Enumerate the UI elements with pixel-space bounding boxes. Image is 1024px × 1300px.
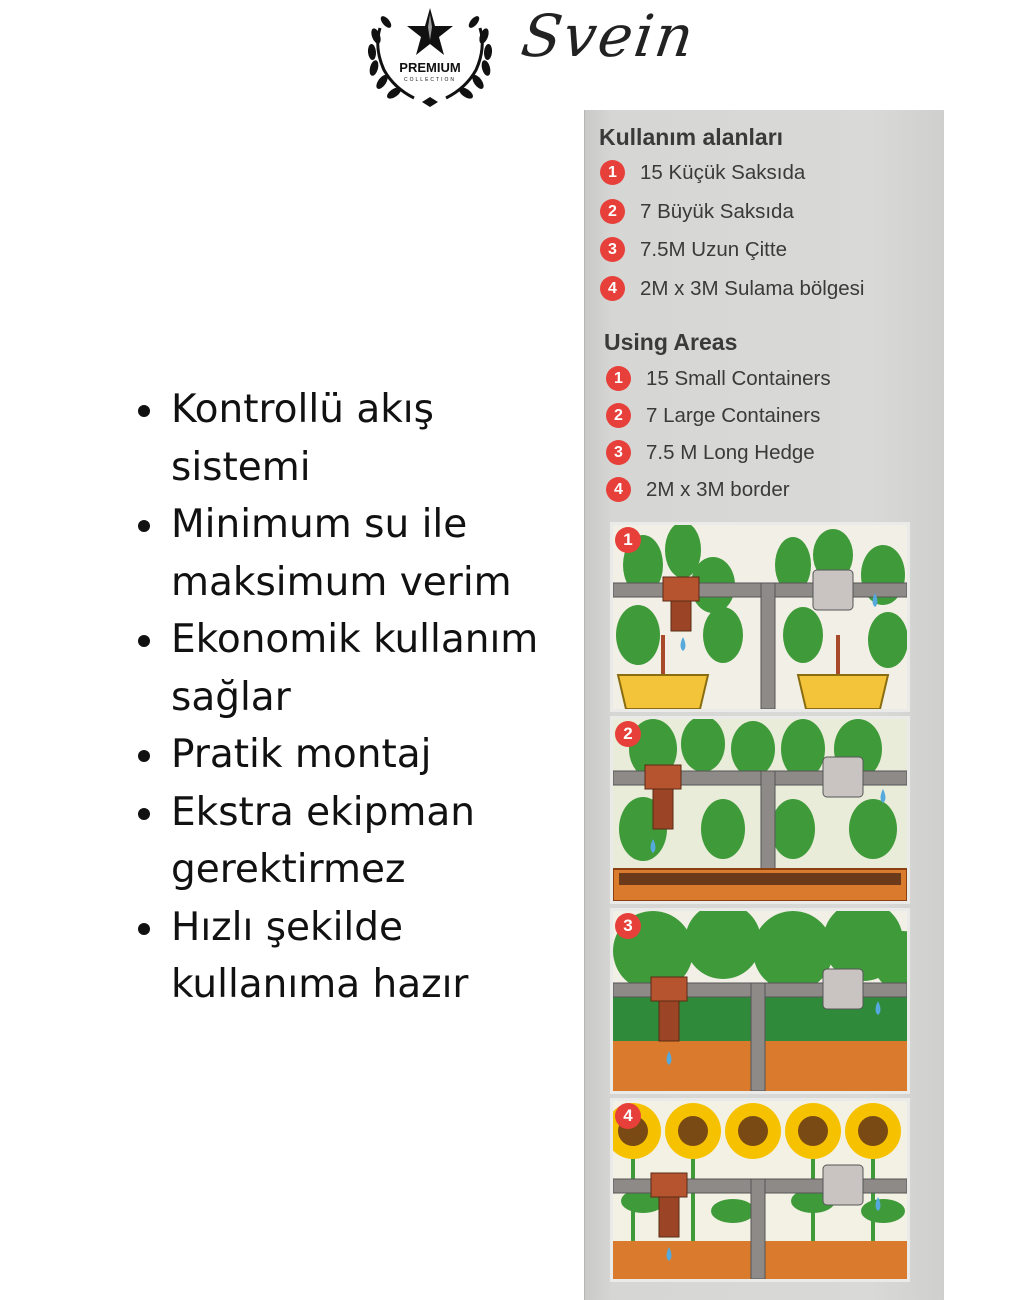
number-badge: 2 bbox=[606, 403, 631, 428]
usage-label: 7 Büyük Saksıda bbox=[640, 199, 794, 223]
tr-usage-title: Kullanım alanları bbox=[599, 124, 784, 150]
feature-item: Minimum su ile maksimum verim bbox=[133, 496, 563, 611]
usage-label: 7.5M Uzun Çitte bbox=[640, 238, 787, 261]
usage-label: 15 Small Containers bbox=[646, 367, 831, 390]
number-badge: 1 bbox=[615, 527, 641, 553]
number-badge: 2 bbox=[600, 199, 625, 224]
usage-item bbox=[600, 276, 930, 315]
illustration-sunflower-border bbox=[610, 1098, 910, 1282]
tr-usage-list bbox=[600, 160, 930, 314]
usage-item bbox=[606, 403, 926, 440]
number-badge: 4 bbox=[600, 276, 625, 301]
number-badge: 3 bbox=[615, 913, 641, 939]
number-badge: 1 bbox=[606, 366, 631, 391]
feature-item: Ekstra ekipman gerektirmez bbox=[133, 784, 563, 899]
usage-label: 2M x 3M Sulama bölgesi bbox=[640, 276, 865, 300]
usage-item bbox=[600, 199, 930, 238]
usage-label: 7 Large Containers bbox=[646, 404, 821, 427]
number-badge: 4 bbox=[615, 1103, 641, 1129]
number-badge: 1 bbox=[600, 160, 625, 185]
feature-item: Kontrollü akış sistemi bbox=[133, 381, 563, 496]
feature-item: Ekonomik kullanım sağlar bbox=[133, 611, 563, 726]
number-badge: 4 bbox=[606, 477, 631, 502]
illustration-small-pots bbox=[610, 522, 910, 712]
number-badge: 3 bbox=[600, 237, 625, 262]
feature-item: Pratik montaj bbox=[133, 726, 563, 784]
usage-item bbox=[600, 237, 930, 276]
usage-label: 7.5 M Long Hedge bbox=[646, 441, 815, 464]
feature-list bbox=[133, 381, 563, 1014]
badge-text: PREMIUM bbox=[399, 60, 461, 75]
number-badge: 3 bbox=[606, 440, 631, 465]
premium-collection-logo bbox=[358, 0, 502, 112]
signature-logo: Svein bbox=[517, 2, 700, 70]
usage-label: 15 Küçük Saksıda bbox=[640, 161, 806, 184]
en-usage-list bbox=[606, 366, 926, 514]
usage-item bbox=[606, 366, 926, 403]
usage-label: 2M x 3M border bbox=[646, 478, 790, 501]
usage-item bbox=[600, 160, 930, 199]
number-badge: 2 bbox=[615, 721, 641, 747]
usage-item bbox=[606, 477, 926, 514]
illustration-large-container bbox=[610, 716, 910, 904]
badge-subtext: COLLECTION bbox=[404, 77, 456, 83]
package-panel bbox=[584, 110, 944, 1300]
feature-item: Hızlı şekilde kullanıma hazır bbox=[133, 899, 563, 1014]
illustration-hedge bbox=[610, 908, 910, 1094]
en-usage-title: Using Areas bbox=[604, 329, 738, 355]
usage-item bbox=[606, 440, 926, 477]
